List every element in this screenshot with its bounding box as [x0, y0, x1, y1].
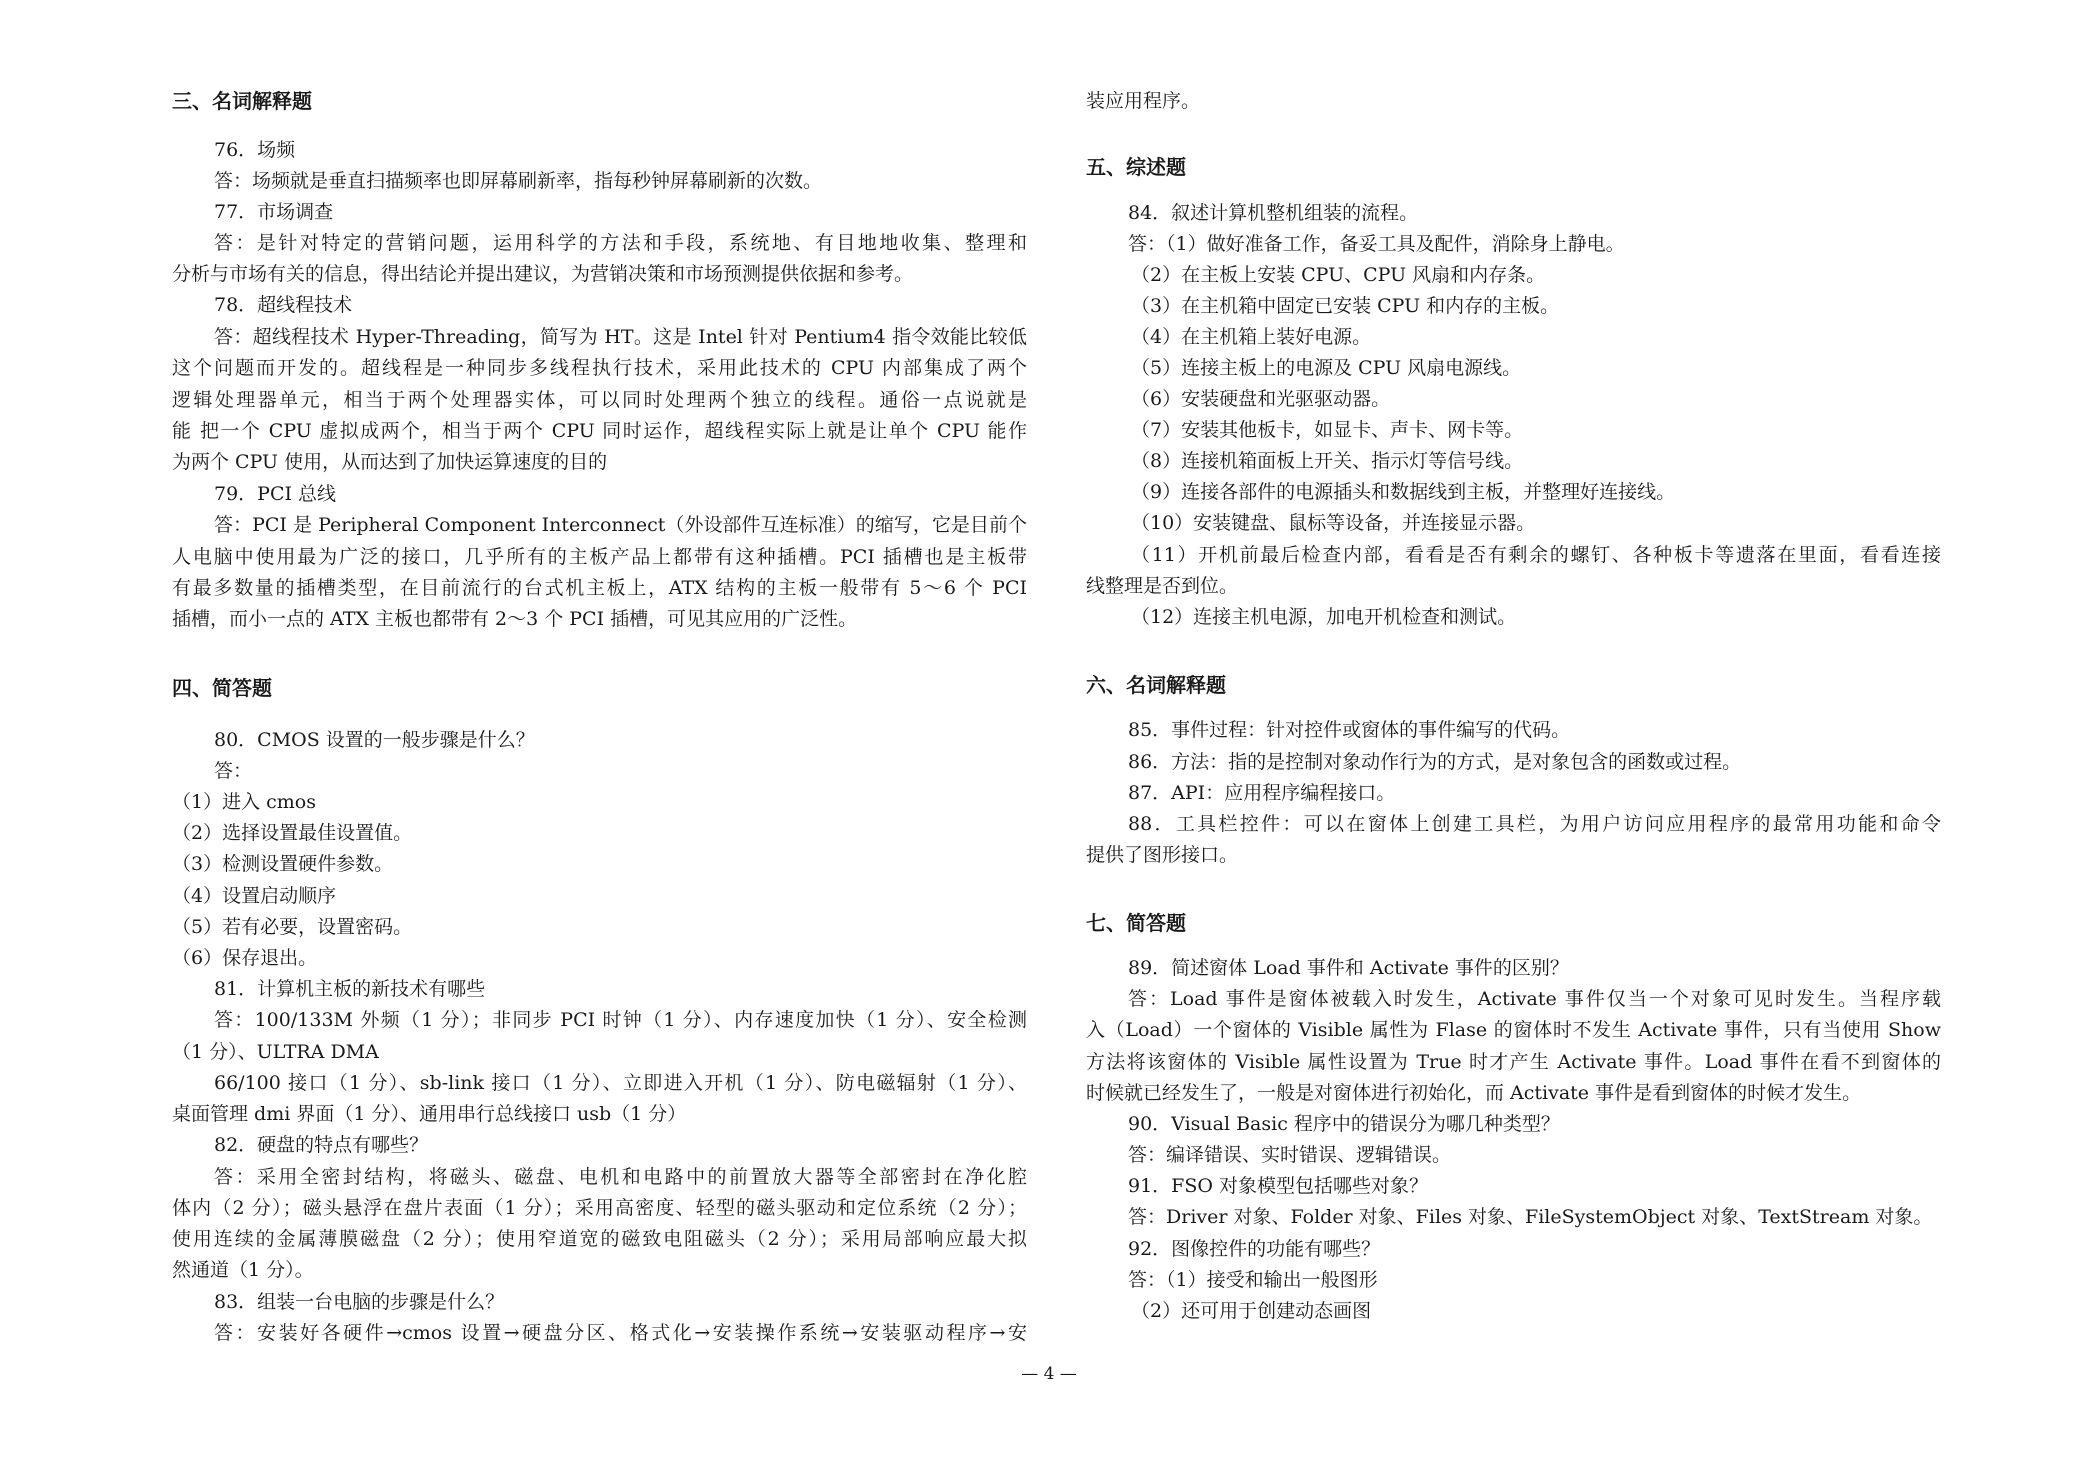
- text-line: 提供了图形接口。: [1086, 844, 1239, 866]
- text-line: 答：PCI 是 Peripheral Component Interconnect（外设部件互连标准）的缩写，它是目前个: [214, 514, 1027, 536]
- text-line: 时候就已经发生了，一般是对窗体进行初始化，而 Activate 事件是看到窗体的时候才发生。: [1086, 1082, 1862, 1104]
- section-heading: 五、综述题: [1086, 155, 1186, 179]
- text-line: 插槽，而小一点的 ATX 主板也都带有 2～3 个 PCI 插槽，可见其应用的广泛性。: [172, 608, 858, 630]
- text-line: 线整理是否到位。: [1086, 575, 1239, 597]
- text-line: 90．Visual Basic 程序中的错误分为哪几种类型？: [1128, 1113, 1560, 1135]
- text-line: （2）在主板上安装 CPU、CPU 风扇和内存条。: [1131, 264, 1546, 286]
- text-line: 82．硬盘的特点有哪些？: [214, 1134, 429, 1156]
- section-heading: 七、简答题: [1086, 911, 1186, 935]
- text-line: （1）进入 cmos: [172, 791, 316, 813]
- text-line: （6）安装硬盘和光驱驱动器。: [1131, 388, 1391, 410]
- text-line: （3）检测设置硬件参数。: [172, 853, 394, 875]
- text-line: 使用连续的金属薄膜磁盘（2 分）；使用窄道宽的磁致电阻磁头（2 分）；采用局部响应最大拟: [172, 1228, 1027, 1250]
- text-line: 答：超线程技术 Hyper-Threading，简写为 HT。这是 Intel 针对 Pentium4 指令效能比较低: [214, 326, 1027, 348]
- text-line: 答：Load 事件是窗体被载入时发生，Activate 事件仅当一个对象可见时发生。当程序载: [1128, 988, 1941, 1010]
- text-line: 86．方法：指的是控制对象动作行为的方式，是对象包含的函数或过程。: [1128, 751, 1742, 773]
- section-heading: 六、名词解释题: [1086, 673, 1226, 697]
- text-line: 入（Load）一个窗体的 Visible 属性为 Flase 的窗体时不发生 Activate 事件，只有当使用 Show: [1086, 1019, 1941, 1041]
- text-line: （4）设置启动顺序: [172, 885, 337, 907]
- text-line: （9）连接各部件的电源插头和数据线到主板，并整理好连接线。: [1131, 481, 1676, 503]
- text-line: （4）在主机箱上装好电源。: [1131, 326, 1372, 348]
- text-line: （8）连接机箱面板上开关、指示灯等信号线。: [1131, 450, 1524, 472]
- text-line: 为两个 CPU 使用，从而达到了加快运算速度的目的: [172, 451, 608, 473]
- text-line: 人电脑中使用最为广泛的接口，几乎所有的主板产品上都带有这种插槽。PCI 插槽也是主板带: [172, 546, 1027, 568]
- section-heading: 四、简答题: [172, 676, 272, 700]
- text-line: 答：100/133M 外频（1 分）；非同步 PCI 时钟（1 分）、内存速度加快（1 分）、安全检测: [214, 1009, 1027, 1031]
- text-line: 答：Driver 对象、Folder 对象、Files 对象、FileSystemObject 对象、TextStream 对象。: [1128, 1206, 1933, 1228]
- text-line: （5）若有必要，设置密码。: [172, 916, 413, 938]
- text-line: 84．叙述计算机整机组装的流程。: [1128, 202, 1419, 224]
- text-line: 有最多数量的插槽类型，在目前流行的台式机主板上，ATX 结构的主板一般带有 5～6 个 PCI: [172, 577, 1027, 599]
- text-line: （2）还可用于创建动态画图: [1131, 1300, 1372, 1322]
- text-line: 83．组装一台电脑的步骤是什么？: [214, 1291, 505, 1313]
- text-line: 方法将该窗体的 Visible 属性设置为 True 时才产生 Activate 事件。Load 事件在看不到窗体的: [1086, 1051, 1941, 1073]
- text-line: 然通道（1 分）。: [172, 1259, 314, 1281]
- text-line: 91．FSO 对象模型包括哪些对象？: [1128, 1175, 1428, 1197]
- text-line: 87．API：应用程序编程接口。: [1128, 782, 1396, 804]
- text-line: 88．工具栏控件：可以在窗体上创建工具栏，为用户访问应用程序的最常用功能和命令: [1128, 813, 1941, 835]
- page-number: — 4 —: [1021, 1364, 1077, 1384]
- text-line: （3）在主机箱中固定已安装 CPU 和内存的主板。: [1131, 295, 1560, 317]
- text-line: （1 分）、ULTRA DMA: [172, 1041, 379, 1063]
- text-line: （12）连接主机电源，加电开机检查和测试。: [1131, 606, 1517, 628]
- text-line: （11）开机前最后检查内部，看看是否有剩余的螺钉、各种板卡等遗落在里面，看看连接: [1131, 544, 1941, 566]
- text-line: 体内（2 分）；磁头悬浮在盘片表面（1 分）；采用高密度、轻型的磁头驱动和定位系统（2 分）；: [172, 1197, 1027, 1219]
- text-line: 这个问题而开发的。超线程是一种同步多线程执行技术，采用此技术的 CPU 内部集成了两个: [172, 357, 1027, 379]
- text-line: 80．CMOS 设置的一般步骤是什么？: [214, 729, 535, 751]
- text-line: 桌面管理 dmi 界面（1 分）、通用串行总线接口 usb（1 分）: [172, 1103, 687, 1125]
- text-line: 78．超线程技术: [214, 294, 353, 316]
- text-line: 分析与市场有关的信息，得出结论并提出建议，为营销决策和市场预测提供依据和参考。: [172, 263, 914, 285]
- text-line: 81．计算机主板的新技术有哪些: [214, 978, 486, 1000]
- text-line: 77．市场调查: [214, 201, 334, 223]
- text-line: 答：安装好各硬件→cmos 设置→硬盘分区、格式化→安装操作系统→安装驱动程序→安: [214, 1322, 1027, 1344]
- text-line: 答：: [214, 760, 253, 782]
- text-line: 85．事件过程：针对控件或窗体的事件编写的代码。: [1128, 719, 1571, 741]
- section-heading: 三、名词解释题: [172, 89, 312, 113]
- text-line: 答：编译错误、实时错误、逻辑错误。: [1128, 1144, 1452, 1166]
- text-line: 66/100 接口（1 分）、sb-link 接口（1 分）、立即进入开机（1 分）、防电磁辐射（1 分）、: [214, 1072, 1027, 1094]
- text-line: 79．PCI 总线: [214, 483, 337, 505]
- text-line: （5）连接主板上的电源及 CPU 风扇电源线。: [1131, 357, 1522, 379]
- text-line: 答：（1）接受和输出一般图形: [1128, 1269, 1378, 1291]
- text-line: 92．图像控件的功能有哪些？: [1128, 1238, 1381, 1260]
- text-line: （7）安装其他板卡，如显卡、声卡、网卡等。: [1131, 419, 1524, 441]
- text-line: 装应用程序。: [1086, 90, 1201, 112]
- text-line: （6）保存退出。: [172, 947, 318, 969]
- text-line: 能 把一个 CPU 虚拟成两个，相当于两个 CPU 同时运作，超线程实际上就是让单个 CPU 能作: [172, 420, 1027, 442]
- text-line: 答：是针对特定的营销问题，运用科学的方法和手段，系统地、有目地地收集、整理和: [214, 232, 1027, 254]
- text-line: 答：场频就是垂直扫描频率也即屏幕刷新率，指每秒钟屏幕刷新的次数。: [214, 170, 823, 192]
- text-line: 答：采用全密封结构，将磁头、磁盘、电机和电路中的前置放大器等全部密封在净化腔: [214, 1166, 1027, 1188]
- text-line: 76．场频: [214, 139, 296, 161]
- text-line: （2）选择设置最佳设置值。: [172, 822, 413, 844]
- text-line: 89．简述窗体 Load 事件和 Activate 事件的区别？: [1128, 957, 1569, 979]
- text-line: 逻辑处理器单元，相当于两个处理器实体，可以同时处理两个独立的线程。通俗一点说就是: [172, 389, 1027, 411]
- text-line: 答：（1）做好准备工作，备妥工具及配件，消除身上静电。: [1128, 233, 1625, 255]
- text-line: （10）安装键盘、鼠标等设备，并连接显示器。: [1131, 512, 1536, 534]
